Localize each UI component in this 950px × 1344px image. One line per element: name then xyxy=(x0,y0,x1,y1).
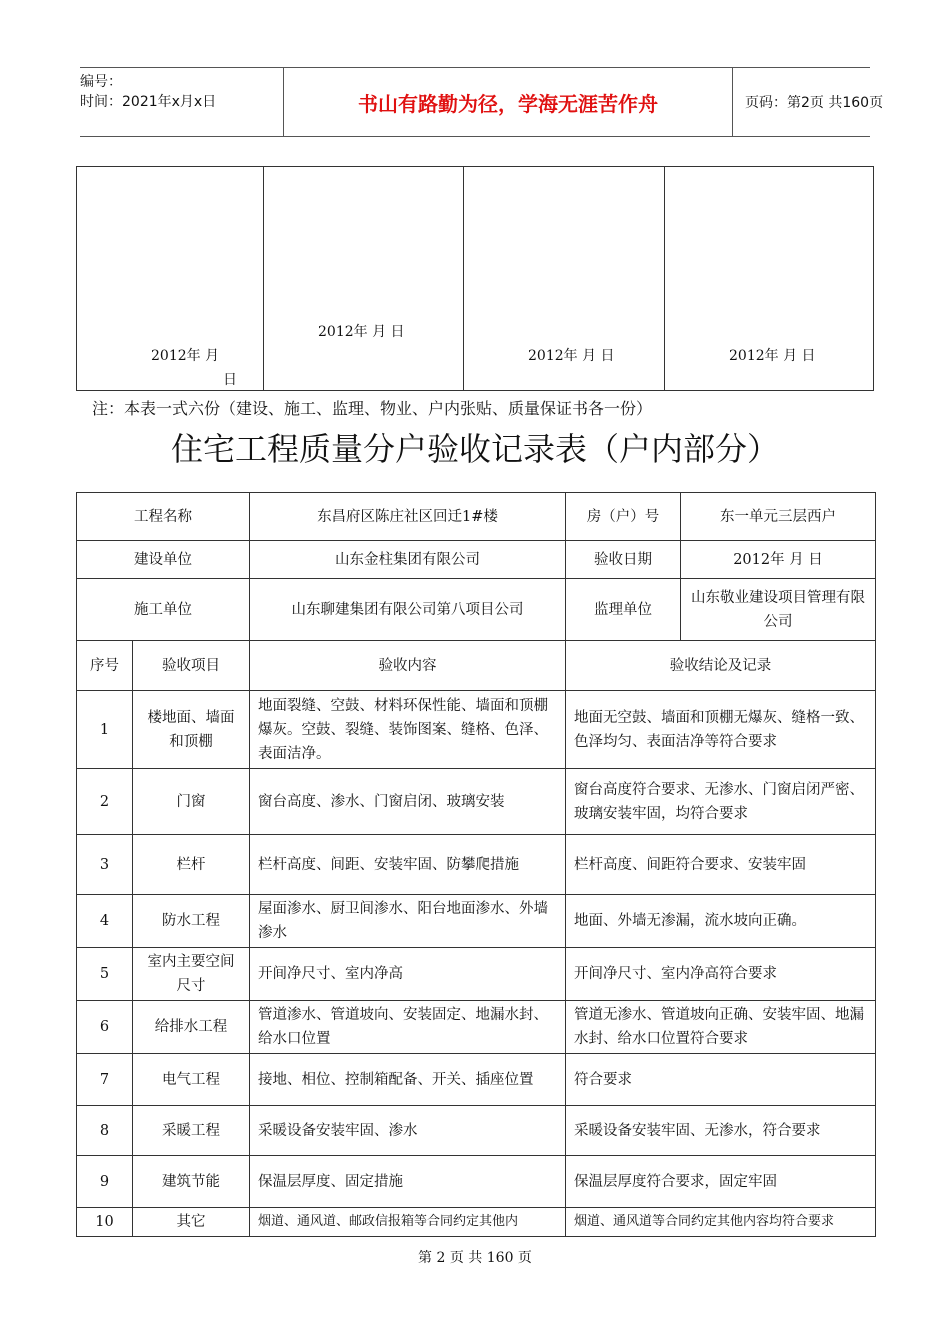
row-result: 栏杆高度、间距符合要求、安装牢固 xyxy=(566,835,876,895)
row-no: 2 xyxy=(77,769,133,835)
row-item: 其它 xyxy=(133,1208,250,1237)
header-meta xyxy=(80,68,283,136)
row-content: 屋面渗水、厨卫间渗水、阳台地面渗水、外墙渗水 xyxy=(250,895,566,948)
signature-cell-2 xyxy=(264,167,464,390)
row-content: 保温层厚度、固定措施 xyxy=(250,1156,566,1208)
row-result: 开间净尺寸、室内净高符合要求 xyxy=(566,948,876,1001)
row-result: 窗台高度符合要求、无渗水、门窗启闭严密、玻璃安装牢固，均符合要求 xyxy=(566,769,876,835)
row-no: 6 xyxy=(77,1001,133,1054)
row-content: 管道渗水、管道坡向、安装固定、地漏水封、给水口位置 xyxy=(250,1001,566,1054)
row-no: 1 xyxy=(77,691,133,769)
info-row-builder xyxy=(77,541,876,579)
row-item: 楼地面、墙面和顶棚 xyxy=(133,691,250,769)
row-item: 防水工程 xyxy=(133,895,250,948)
copies-note: 注：本表一式六份（建设、施工、监理、物业、户内张贴、质量保证书各一份） xyxy=(92,399,653,418)
row-item: 栏杆 xyxy=(133,835,250,895)
room-label: 房（户）号 xyxy=(566,493,681,541)
col-header-item: 验收项目 xyxy=(133,641,250,691)
row-no: 10 xyxy=(77,1208,133,1237)
page-footer: 第 2 页 共 160 页 xyxy=(418,1250,532,1266)
header-page-info: 页码：第2页 共160页 xyxy=(745,95,884,111)
row-result: 采暖设备安装牢固、无渗水，符合要求 xyxy=(566,1106,876,1156)
row-content: 栏杆高度、间距、安装牢固、防攀爬措施 xyxy=(250,835,566,895)
row-content: 地面裂缝、空鼓、材料环保性能、墙面和顶棚爆灰。空鼓、裂缝、装饰图案、缝格、色泽、表面洁净。 xyxy=(250,691,566,769)
signature-date-4: 2012年 月 日 xyxy=(729,348,816,364)
signature-date-3: 2012年 月 日 xyxy=(528,348,615,364)
col-header-result: 验收结论及记录 xyxy=(566,641,876,691)
table-row xyxy=(77,769,876,835)
table-row xyxy=(77,1054,876,1106)
row-result: 保温层厚度符合要求，固定牢固 xyxy=(566,1156,876,1208)
row-no: 4 xyxy=(77,895,133,948)
signature-cell-3 xyxy=(464,167,665,390)
project-name-label: 工程名称 xyxy=(77,493,250,541)
signature-date-1-line1: 2012年 月 xyxy=(151,348,220,364)
row-content: 开间净尺寸、室内净高 xyxy=(250,948,566,1001)
room-value: 东一单元三层西户 xyxy=(681,493,876,541)
row-result: 地面、外墙无渗漏，流水坡向正确。 xyxy=(566,895,876,948)
row-result: 烟道、通风道等合同约定其他内容均符合要求 xyxy=(566,1208,876,1237)
col-header-content: 验收内容 xyxy=(250,641,566,691)
row-content: 窗台高度、渗水、门窗启闭、玻璃安装 xyxy=(250,769,566,835)
project-name-value: 东昌府区陈庄社区回迁1#楼 xyxy=(250,493,566,541)
row-no: 8 xyxy=(77,1106,133,1156)
constructor-label: 施工单位 xyxy=(77,579,250,641)
row-result: 管道无渗水、管道坡向正确、安装牢固、地漏水封、给水口位置符合要求 xyxy=(566,1001,876,1054)
signature-date-2: 2012年 月 日 xyxy=(318,324,405,340)
inspection-table xyxy=(76,492,876,1237)
row-item: 门窗 xyxy=(133,769,250,835)
row-content: 接地、相位、控制箱配备、开关、插座位置 xyxy=(250,1054,566,1106)
table-row xyxy=(77,948,876,1001)
row-content: 采暖设备安装牢固、渗水 xyxy=(250,1106,566,1156)
form-title: 住宅工程质量分户验收记录表（户内部分） xyxy=(170,430,779,468)
supervisor-value: 山东敬业建设项目管理有限公司 xyxy=(681,579,876,641)
row-content: 烟道、通风道、邮政信报箱等合同约定其他内 xyxy=(250,1208,566,1237)
row-result: 地面无空鼓、墙面和顶棚无爆灰、缝格一致、色泽均匀、表面洁净等符合要求 xyxy=(566,691,876,769)
table-row xyxy=(77,1156,876,1208)
info-row-constructor xyxy=(77,579,876,641)
table-row xyxy=(77,1208,876,1237)
col-header-no: 序号 xyxy=(77,641,133,691)
column-header-row xyxy=(77,641,876,691)
constructor-value: 山东聊建集团有限公司第八项目公司 xyxy=(250,579,566,641)
table-row xyxy=(77,691,876,769)
table-row xyxy=(77,835,876,895)
row-no: 7 xyxy=(77,1054,133,1106)
signature-cell-1 xyxy=(77,167,264,390)
row-result: 符合要求 xyxy=(566,1054,876,1106)
row-item: 给排水工程 xyxy=(133,1001,250,1054)
page-header xyxy=(80,67,884,137)
supervisor-label: 监理单位 xyxy=(566,579,681,641)
document-time: 时间：2021年x月x日 xyxy=(80,94,217,110)
row-no: 9 xyxy=(77,1156,133,1208)
info-row-project xyxy=(77,493,876,541)
row-no: 5 xyxy=(77,948,133,1001)
row-item: 电气工程 xyxy=(133,1054,250,1106)
builder-value: 山东金柱集团有限公司 xyxy=(250,541,566,579)
table-row xyxy=(77,1106,876,1156)
row-no: 3 xyxy=(77,835,133,895)
builder-label: 建设单位 xyxy=(77,541,250,579)
header-motto: 书山有路勤为径，学海无涯苦作舟 xyxy=(283,68,733,136)
signature-date-1-line2: 日 xyxy=(223,372,237,388)
date-value: 2012年 月 日 xyxy=(681,541,876,579)
document-number-label: 编号： xyxy=(80,74,122,90)
signature-cell-4 xyxy=(665,167,873,390)
date-label: 验收日期 xyxy=(566,541,681,579)
row-item: 采暖工程 xyxy=(133,1106,250,1156)
row-item: 建筑节能 xyxy=(133,1156,250,1208)
table-row xyxy=(77,895,876,948)
signature-table xyxy=(76,166,874,391)
row-item: 室内主要空间尺寸 xyxy=(133,948,250,1001)
table-row xyxy=(77,1001,876,1054)
